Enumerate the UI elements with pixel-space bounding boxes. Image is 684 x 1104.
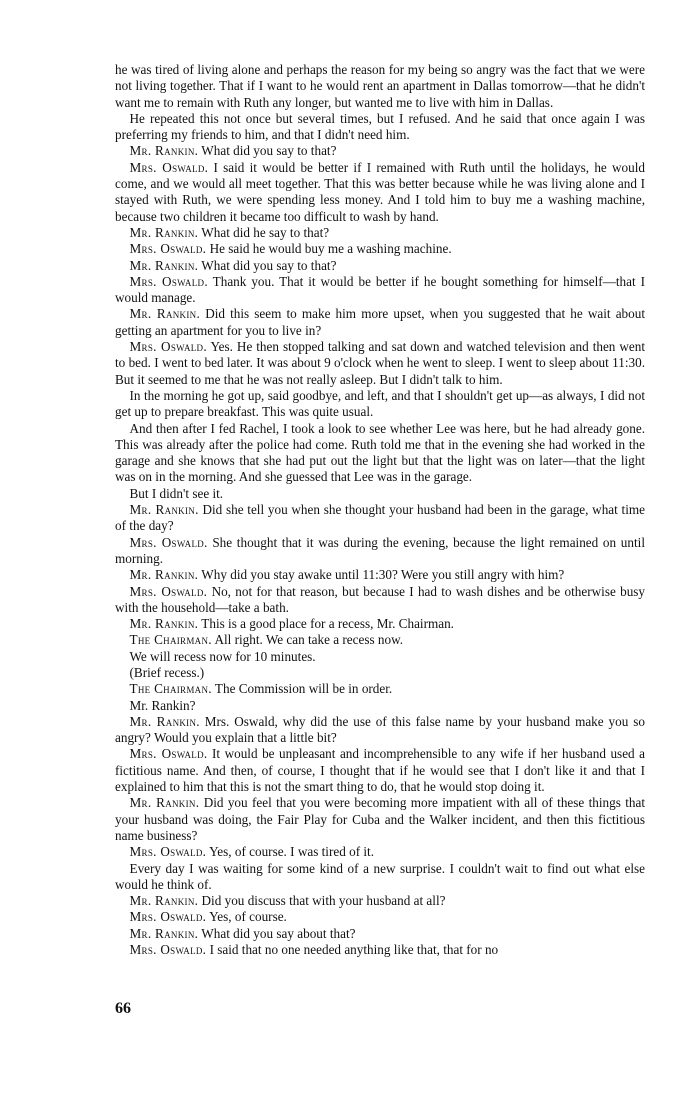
paragraph	[115, 698, 645, 714]
paragraph	[115, 649, 645, 665]
paragraph	[115, 258, 645, 274]
paragraph	[115, 665, 645, 681]
paragraph	[115, 111, 645, 144]
paragraph-text: (Brief recess.)	[129, 664, 205, 680]
paragraph	[115, 893, 645, 909]
paragraph-text: Did she tell you when she thought your husband had been in the garage, what time of the day?	[115, 502, 645, 534]
speaker-label: Mr. Rankin.	[129, 502, 199, 518]
paragraph	[115, 241, 645, 257]
paragraph	[115, 62, 645, 111]
paragraph	[115, 421, 645, 486]
speaker-label: Mr. Rankin.	[129, 224, 199, 240]
speaker-label: Mrs. Oswald.	[129, 273, 208, 289]
paragraph-text: No, not for that reason, but because I had to wash dishes and be otherwise busy with the household—take a bath.	[115, 583, 646, 615]
paragraph	[115, 681, 645, 697]
paragraph-text: He said he would buy me a washing machine.	[209, 241, 452, 257]
paragraph-text: Every day I was waiting for some kind of a new surprise. I couldn't wait to find out what else would he think of.	[115, 860, 645, 892]
paragraph-text: Why did you stay awake until 11:30? Were you still angry with him?	[201, 567, 565, 583]
paragraph	[115, 714, 645, 747]
paragraph	[115, 567, 645, 583]
paragraph-text: What did he say to that?	[201, 224, 330, 240]
speaker-label: Mr. Rankin.	[129, 257, 199, 273]
paragraph	[115, 909, 645, 925]
paragraph	[115, 926, 645, 942]
speaker-label: Mr. Rankin.	[129, 795, 200, 811]
speaker-label: The Chairman.	[129, 681, 212, 697]
paragraph	[115, 502, 645, 535]
paragraph-text: This is a good place for a recess, Mr. Chairman.	[201, 616, 454, 632]
paragraph-text: I said it would be better if I remained with Ruth until the holidays, he would come, and we would all meet together. That this was better because while he was living alone and I stayed with Ruth, we were spending less money. And I told him to buy me a washing machine, because two children it became too difficult to wash by hand.	[115, 159, 646, 224]
paragraph	[115, 225, 645, 241]
paragraph-text: he was tired of living alone and perhaps the reason for my being so angry was the fact that we were not living together. That if I want to he would rent an apartment in Dallas tomorrow—that he didn't want me to remain with Ruth any longer, but wanted me to live with him in Dallas.	[115, 62, 645, 110]
paragraph	[115, 486, 645, 502]
paragraph-text: Yes, of course.	[209, 909, 287, 925]
speaker-label: Mrs. Oswald.	[129, 909, 207, 925]
paragraph	[115, 160, 645, 225]
paragraph-text: Did this seem to make him more upset, when you suggested that he wait about getting an apartment for you to live in?	[115, 306, 645, 338]
speaker-label: Mrs. Oswald.	[129, 241, 207, 257]
speaker-label: Mr. Rankin.	[129, 567, 199, 583]
paragraph-text: Thank you. That it would be better if he bought something for himself—that I would manage.	[115, 273, 646, 306]
paragraph	[115, 616, 645, 632]
paragraph	[115, 584, 645, 617]
speaker-label: Mr. Rankin.	[129, 143, 199, 159]
speaker-label: Mr. Rankin.	[129, 925, 199, 941]
speaker-label: Mrs. Oswald.	[129, 159, 209, 175]
paragraph-text: What did you say to that?	[201, 143, 337, 159]
paragraph-text: She thought that it was during the evening, because the light remained on until morning.	[115, 534, 645, 566]
speaker-label: Mr. Rankin.	[129, 616, 199, 632]
paragraph-text: I said that no one needed anything like that, that for no	[209, 942, 499, 958]
paragraph	[115, 274, 645, 307]
speaker-label: Mrs. Oswald.	[129, 339, 207, 355]
paragraph	[115, 535, 645, 568]
paragraph	[115, 861, 645, 894]
paragraph	[115, 632, 645, 648]
paragraph-text: Did you discuss that with your husband at all?	[201, 893, 446, 909]
paragraph	[115, 143, 645, 159]
paragraph-text: And then after I fed Rachel, I took a look to see whether Lee was here, but he had already gone. This was already after the police had come. Ruth told me that in the evening she had worked in the garage and she knows that she had put out the light but that the light was on later—that the light was on in the morning. And she guessed that Lee was in the garage.	[115, 420, 645, 485]
speaker-label: Mr. Rankin.	[129, 893, 199, 909]
speaker-label: Mrs. Oswald.	[129, 844, 207, 860]
paragraph-text: All right. We can take a recess now.	[214, 632, 404, 648]
paragraph	[115, 388, 645, 421]
paragraph-text: Yes. He then stopped talking and sat down and watched television and then went to bed. I went to bed later. It was about 9 o'clock when he went to sleep. I went to sleep about 11:30. But it seemed to me that he was not really asleep. But I didn't talk to him.	[115, 339, 646, 387]
paragraph	[115, 795, 645, 844]
speaker-label: The Chairman.	[129, 632, 212, 648]
paragraph-text: In the morning he got up, said goodbye, and left, and that I shouldn't get up—as always, I did not get up to prepare breakfast. This was quite usual.	[115, 387, 645, 420]
speaker-label: Mrs. Oswald.	[129, 942, 207, 958]
speaker-label: Mrs. Oswald.	[129, 583, 208, 599]
paragraph-text: The Commission will be in order.	[214, 681, 393, 697]
paragraph-text: Mr. Rankin?	[129, 697, 196, 713]
paragraph-text: Did you feel that you were becoming more impatient with all of these things that your husband was doing, the Fair Play for Cuba and the Walker incident, and then this fictitious name business?	[115, 795, 646, 843]
paragraph-text: He repeated this not once but several times, but I refused. And he said that once again I was preferring my friends to him, and that I didn't need him.	[115, 110, 645, 143]
paragraph	[115, 844, 645, 860]
paragraph-text: What did you say about that?	[201, 925, 356, 941]
paragraph-text: Mrs. Oswald, why did the use of this false name by your husband make you so angry? Would you explain that a little bit?	[115, 713, 645, 746]
paragraph	[115, 746, 645, 795]
paragraph	[115, 306, 645, 339]
speaker-label: Mr. Rankin.	[129, 306, 201, 322]
speaker-label: Mr. Rankin.	[129, 713, 200, 729]
page-number: 66	[115, 1000, 131, 1017]
paragraph	[115, 339, 645, 388]
speaker-label: Mrs. Oswald.	[129, 746, 208, 762]
paragraph-text: It would be unpleasant and incomprehensible to any wife if her husband used a fictitious name. And then, of course, I thought that if he would see that I don't like it and that I explained to him that this is not the smart thing to do, that he would stop doing it.	[115, 746, 646, 795]
document-body	[115, 62, 645, 958]
speaker-label: Mrs. Oswald.	[129, 534, 208, 550]
paragraph-text: Yes, of course. I was tired of it.	[209, 844, 375, 860]
paragraph-text: We will recess now for 10 minutes.	[129, 648, 316, 664]
paragraph	[115, 942, 645, 958]
paragraph-text: What did you say to that?	[201, 257, 337, 273]
paragraph-text: But I didn't see it.	[129, 485, 224, 501]
